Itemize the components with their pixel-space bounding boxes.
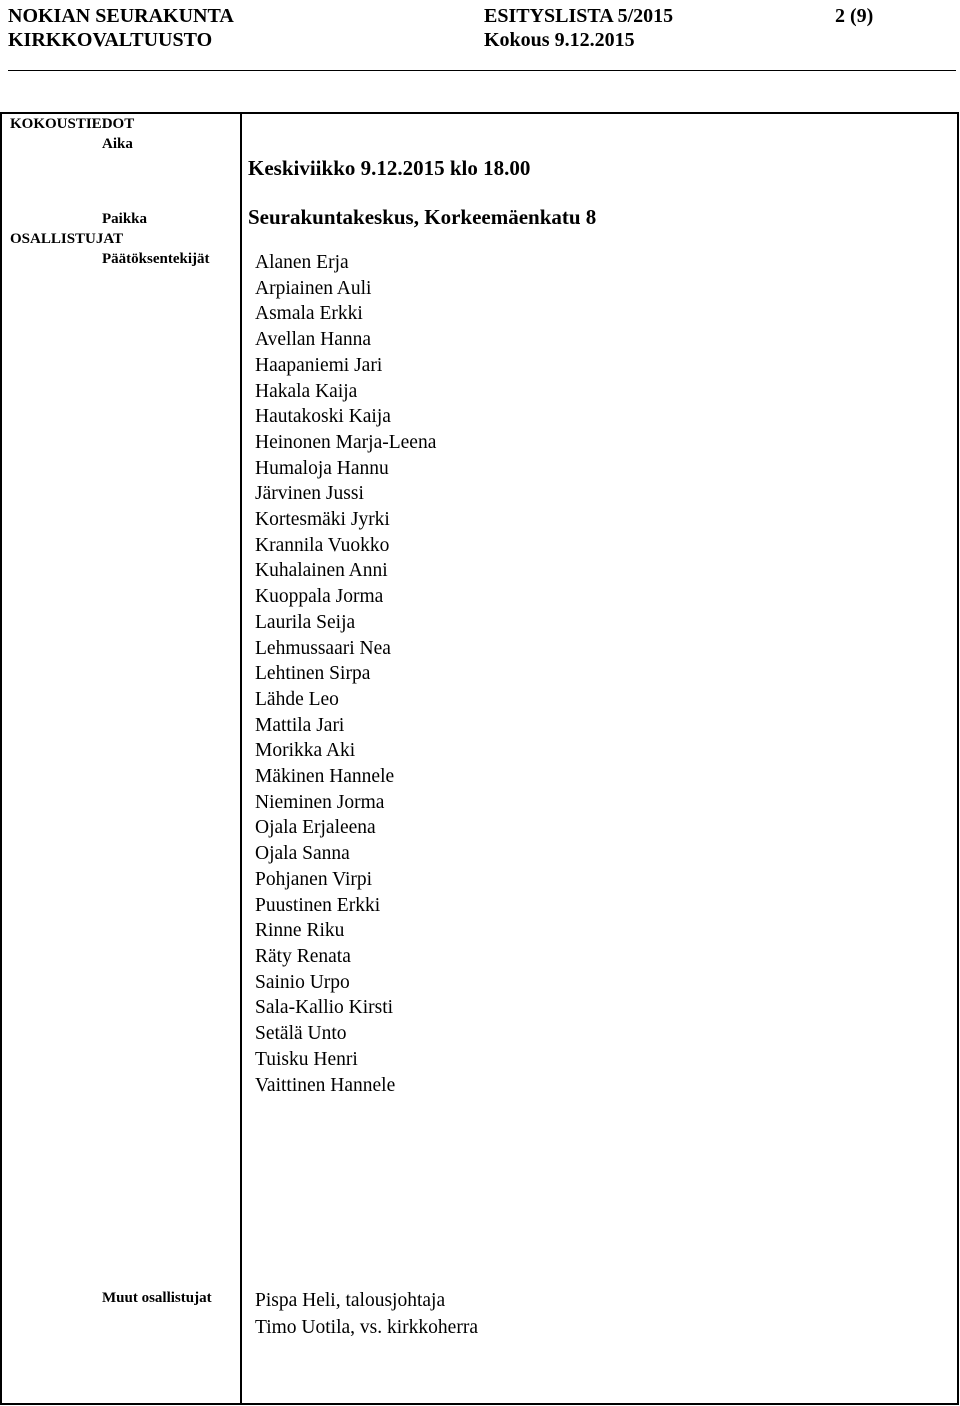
list-item: Rinne Riku — [255, 920, 345, 942]
list-item: Vaittinen Hannele — [255, 1074, 396, 1096]
meeting-date: Kokous 9.12.2015 — [484, 29, 635, 51]
time-label: Aika — [102, 136, 133, 152]
list-item: Ojala Sanna — [255, 843, 350, 865]
list-item: Mäkinen Hannele — [255, 766, 395, 788]
place-value: Seurakuntakeskus, Korkeemäenkatu 8 — [248, 205, 597, 229]
meeting-info-table — [0, 112, 959, 1405]
list-item: Lehtinen Sirpa — [255, 663, 371, 685]
list-item: Lehmussaari Nea — [255, 637, 391, 659]
org-name: NOKIAN SEURAKUNTA — [8, 5, 234, 27]
list-item: Hautakoski Kaija — [255, 406, 391, 428]
list-item: Arpiainen Auli — [255, 277, 372, 299]
column-divider — [240, 114, 242, 1403]
list-item: Ojala Erjaleena — [255, 817, 376, 839]
list-item: Pispa Heli, talousjohtaja — [255, 1290, 446, 1311]
list-item: Pohjanen Virpi — [255, 868, 373, 890]
decision-makers-label: Päätöksentekijät — [102, 251, 210, 267]
list-item: Laurila Seija — [255, 611, 356, 633]
list-item: Tuisku Henri — [255, 1048, 358, 1070]
header-divider — [8, 70, 956, 71]
section-label-meeting-info: KOKOUSTIEDOT — [10, 116, 135, 132]
list-item: Kortesmäki Jyrki — [255, 509, 390, 531]
list-item: Heinonen Marja-Leena — [255, 431, 437, 453]
body-name: KIRKKOVALTUUSTO — [8, 29, 213, 51]
list-item: Sala-Kallio Kirsti — [255, 997, 394, 1019]
list-item: Setälä Unto — [255, 1023, 347, 1045]
list-item: Puustinen Erkki — [255, 894, 381, 916]
list-item: Haapaniemi Jari — [255, 354, 383, 376]
list-item: Alanen Erja — [255, 252, 349, 273]
list-item: Järvinen Jussi — [255, 483, 364, 505]
list-item: Kuoppala Jorma — [255, 586, 384, 608]
decision-makers-list — [255, 250, 436, 1098]
time-value: Keskiviikko 9.12.2015 klo 18.00 — [248, 156, 531, 180]
list-item: Nieminen Jorma — [255, 791, 385, 813]
other-participants-list — [255, 1287, 478, 1341]
list-item: Sainio Urpo — [255, 971, 350, 993]
list-item: Krannila Vuokko — [255, 534, 390, 556]
list-item: Asmala Erkki — [255, 303, 363, 325]
list-item: Humaloja Hannu — [255, 457, 389, 479]
list-item: Hakala Kaija — [255, 380, 358, 402]
section-label-participants: OSALLISTUJAT — [10, 231, 124, 247]
place-label: Paikka — [102, 211, 148, 227]
list-item: Timo Uotila, vs. kirkkoherra — [255, 1317, 478, 1338]
agenda-title: ESITYSLISTA 5/2015 — [484, 5, 674, 27]
list-item: Mattila Jari — [255, 714, 345, 736]
list-item: Räty Renata — [255, 945, 351, 967]
list-item: Kuhalainen Anni — [255, 560, 388, 582]
list-item: Avellan Hanna — [255, 329, 372, 351]
list-item: Lähde Leo — [255, 688, 339, 710]
other-participants-label: Muut osallistujat — [102, 1290, 212, 1306]
list-item: Morikka Aki — [255, 740, 356, 762]
page-number: 2 (9) — [835, 5, 874, 27]
